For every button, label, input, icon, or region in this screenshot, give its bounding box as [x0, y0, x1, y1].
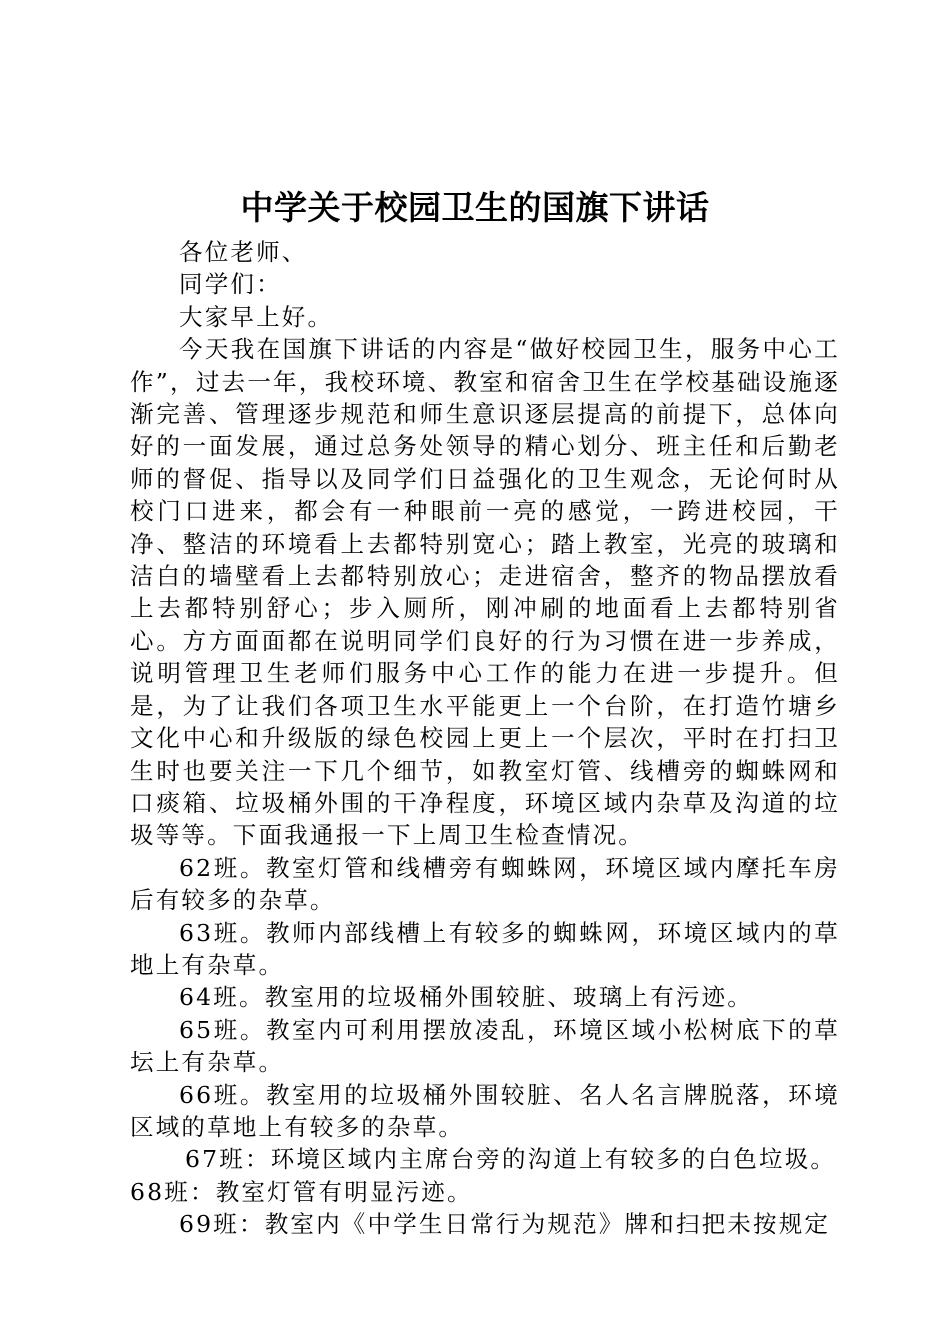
salutation-teachers: 各位老师、: [179, 238, 308, 266]
document-body: [130, 236, 840, 1241]
inspection-class-64: 64班。教室用的垃圾桶外围较脏、玻璃上有污迹。: [179, 983, 754, 1012]
inspection-class-66: 66班。教室用的垃圾桶外围较脏、名人名言牌脱落，环境区域的草地上有较多的杂草。: [130, 1080, 840, 1141]
greeting: 大家早上好。: [179, 302, 334, 331]
inspection-class-63: 63班。教师内部线槽上有较多的蜘蛛网，环境区域内的草地上有杂草。: [130, 918, 840, 979]
inspection-class-68: 68班：教室灯管有明显污迹。: [130, 1177, 473, 1206]
inspection-class-65: 65班。教室内可利用摆放凌乱，环境区域小松树底下的草坛上有杂草。: [130, 1015, 840, 1077]
speech-main-paragraph: 今天我在国旗下讲话的内容是“做好校园卫生，服务中心工作”，过去一年，我校环境、教室和宿舍卫生在学校基础设施逐渐完善、管理逐步规范和师生意识逐层提高的前提下，总体向好的一面发展，通过总务处领导的精心划分、班主任和后勤老师的督促、指导以及同学们日益强化的卫生观念，无论何时从校门口进来，都会有一种眼前一亮的感觉，一跨进校园，干净、整洁的环境看上去都特别宽心；踏上教室，光亮的玻璃和洁白的墙壁看上去都特别放心；走进宿舍，整齐的物品摆放看上去都特别舒心；步入厕所，刚冲刷的地面看上去都特别省心。方方面面都在说明同学们良好的行为习惯在进一步养成，说明管理卫生老师们服务中心工作的能力在进一步提升。但是，为了让我们各项卫生水平能更上一个台阶，在打造竹塘乡文化中心和升级版的绿色校园上更上一个层次，平时在打扫卫生时也要关注一下几个细节，如教室灯管、线槽旁的蜘蛛网和口痰箱、垃圾桶外围的干净程度，环境区域内杂草及沟道的垃圾等等。下面我通报一下上周卫生检查情况。: [130, 335, 840, 850]
inspection-class-69: 69班：教室内《中学生日常行为规范》牌和扫把未按规定: [179, 1210, 831, 1239]
document-title: 中学关于校园卫生的国旗下讲话: [240, 188, 710, 227]
inspection-class-67: 67班：环境区域内主席台旁的沟道上有较多的白色垃圾。: [185, 1145, 837, 1174]
inspection-class-62: 62班。教室灯管和线槽旁有蜘蛛网，环境区域内摩托车房后有较多的杂草。: [130, 853, 840, 915]
salutation-students: 同学们：: [179, 270, 282, 299]
